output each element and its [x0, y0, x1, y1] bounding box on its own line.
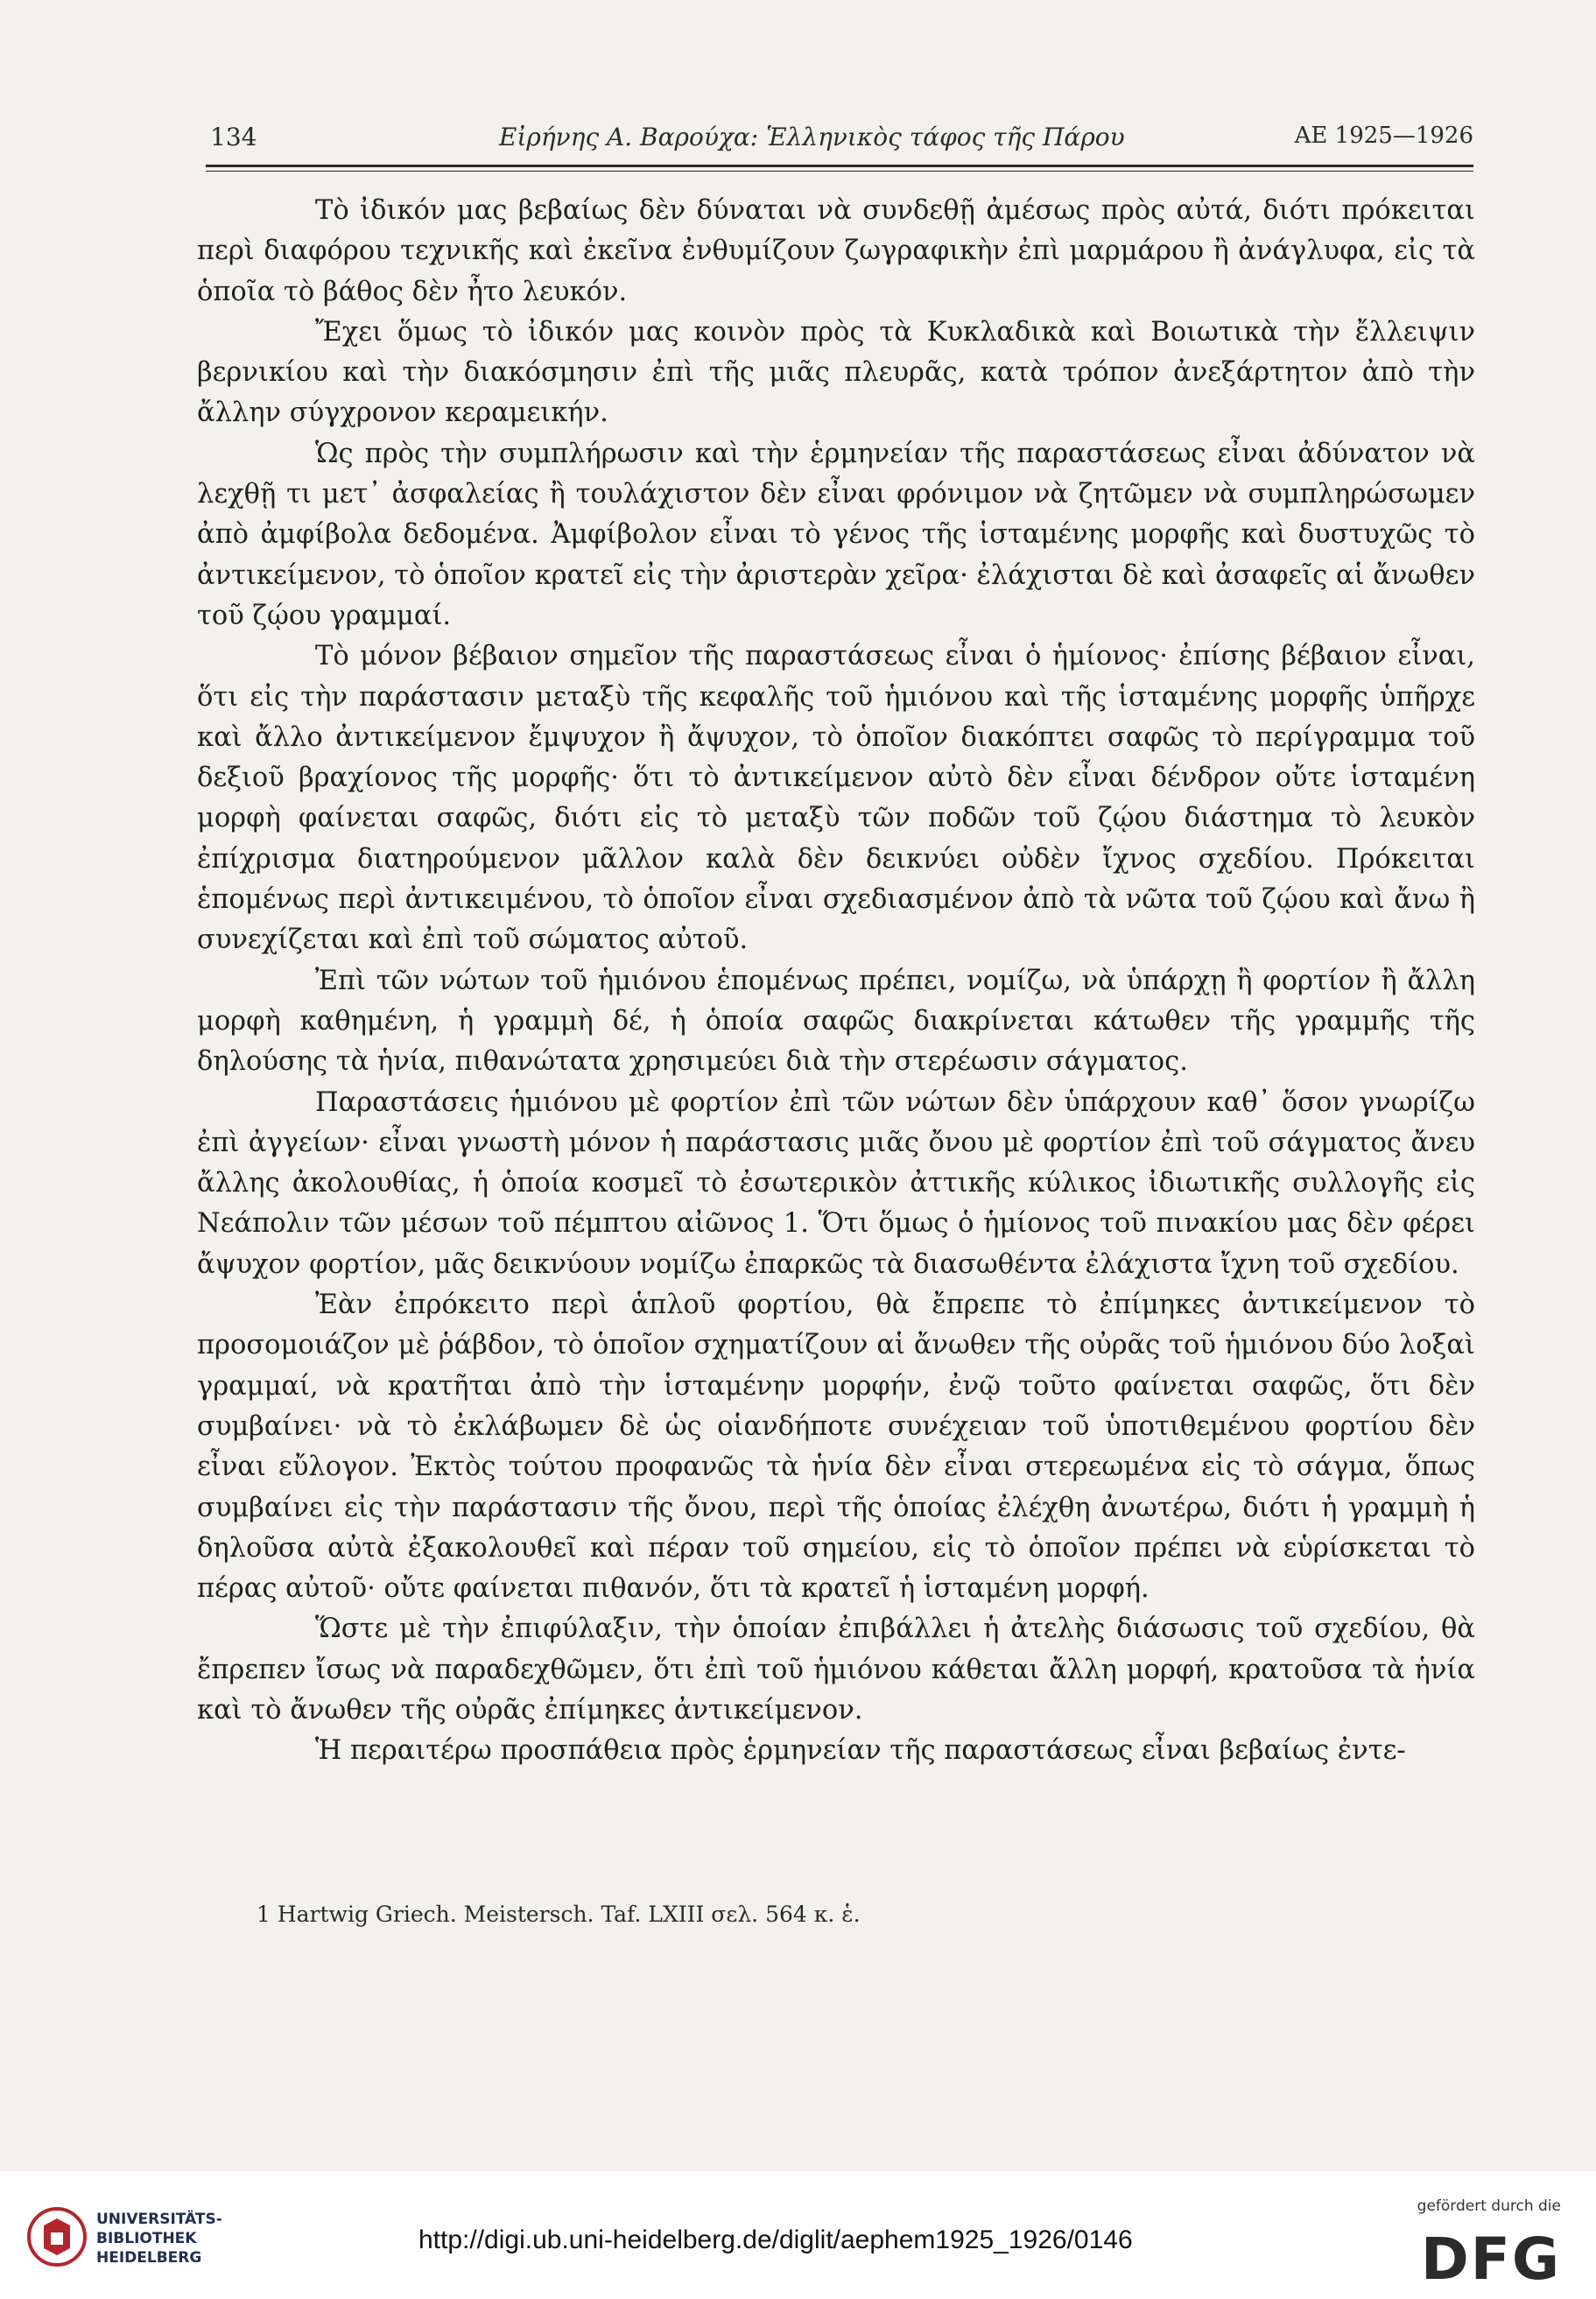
volume-label: ΑΕ 1925—1926 — [1294, 123, 1473, 149]
page-header — [201, 123, 1473, 158]
library-name: UNIVERSITÄTS- BIBLIOTHEK HEIDELBERG — [96, 2211, 222, 2267]
page-number: 134 — [210, 123, 257, 151]
paragraph: Ἐπὶ τῶν νώτων τοῦ ἡμιόνου ἑπομένως πρέπει, νομίζω, νὰ ὑπάρχῃ ἢ φορτίον ἢ ἄλλη μορφὴ καθημένη, ἡ γραμμὴ δέ, ἡ ὁποία σαφῶς διακρίνεται κάτωθεν τῆς γραμμῆς τῆς δηλούσης τὰ ἡνία, πιθανώτατα χρησιμεύει διὰ τὴν στερέωσιν σάγματος. — [197, 965, 1475, 1078]
header-rule-thin — [206, 171, 1473, 172]
body-text — [197, 191, 1475, 1772]
running-title: Εἰρήνης Α. Βαρούχα: Ἑλληνικὸς τάφος τῆς Πάρου — [499, 123, 1125, 151]
paragraph: Ἐὰν ἐπρόκειτο περὶ ἁπλοῦ φορτίου, θὰ ἔπρεπε τὸ ἐπίμηκες ἀντικείμενον τὸ προσομοιάζον μὲ ῥάβδον, τὸ ὁποῖον σχηματίζουν αἱ ἄνωθεν τῆς οὐρᾶς τοῦ ἡμιόνου δύο λοξαὶ γραμμαί, νὰ κρατῆται ἀπὸ τὴν ἱσταμένην μορφήν, ἐνῷ τοῦτο φαίνεται σαφῶς, ὅτι δὲν συμβαίνει· νὰ τὸ ἐκλάβωμεν δὲ ὡς οἱανδήποτε συνέχειαν τοῦ ὑποτιθεμένου φορτίου δὲν εἶναι εὔλογον. Ἐκτὸς τούτου προφανῶς τὰ ἡνία δὲν εἶναι στερεωμένα εἰς τὸ σάγμα, ὅπως συμβαίνει εἰς τὴν παράστασιν τῆς ὄνου, περὶ τῆς ὁποίας ἐλέχθη ἀνωτέρω, διότι ἡ γραμμὴ ἡ δηλοῦσα αὐτὰ ἐξακολουθεῖ καὶ πέραν τοῦ σημείου, εἰς τὸ ὁποῖον πρέπει νὰ εὑρίσκεται τὸ πέρας αὐτοῦ· οὔτε φαίνεται πιθανόν, ὅτι τὰ κρατεῖ ἡ ἱσταμένη μορφή. — [197, 1290, 1475, 1605]
paragraph: Ὥστε μὲ τὴν ἐπιφύλαξιν, τὴν ὁποίαν ἐπιβάλλει ἡ ἀτελὴς διάσωσις τοῦ σχεδίου, θὰ ἔπρεπεν ἴσως νὰ παραδεχθῶμεν, ὅτι ἐπὶ τοῦ ἡμιόνου κάθεται ἄλλη μορφή, κρατοῦσα τὰ ἡνία καὶ τὸ ἄνωθεν τῆς οὐρᾶς ἐπίμηκες ἀντικείμενον. — [197, 1614, 1475, 1726]
funded-by-label: gefördert durch die — [1417, 2197, 1561, 2215]
paragraph: Ὡς πρὸς τὴν συμπλήρωσιν καὶ τὴν ἑρμηνείαν τῆς παραστάσεως εἶναι ἀδύνατον νὰ λεχθῇ τι μετ᾽ ἀσφαλείας ἢ τουλάχιστον δὲν εἶναι φρόνιμον νὰ ζητῶμεν νὰ συμπληρώσωμεν ἀπὸ ἀμφίβολα δεδομένα. Ἀμφίβολον εἶναι τὸ γένος τῆς ἱσταμένης μορφῆς καὶ δυστυχῶς τὸ ἀντικείμενον, τὸ ὁποῖον κρατεῖ εἰς τὴν ἀριστερὰν χεῖρα· ἐλάχισται δὲ καὶ ἀσαφεῖς αἱ ἄνωθεν τοῦ ζῴου γραμμαί. — [197, 438, 1475, 631]
footnote: 1 Hartwig Griech. Meistersch. Taf. LXIII σελ. 564 κ. ἑ. — [257, 1902, 861, 1927]
header-rule-thick — [206, 165, 1473, 167]
paragraph: Ἡ περαιτέρω προσπάθεια πρὸς ἑρμηνείαν τῆς παραστάσεως εἶναι βεβαίως ἐντε- — [315, 1735, 1406, 1767]
viewer-footer — [0, 2171, 1596, 2299]
paragraph: Παραστάσεις ἡμιόνου μὲ φορτίον ἐπὶ τῶν νώτων δὲν ὑπάρχουν καθ᾽ ὅσον γνωρίζω ἐπὶ ἀγγείων· εἶναι γνωστὴ μόνον ἡ παράστασις μιᾶς ὄνου μὲ φορτίον ἐπὶ τοῦ σάγματος ἄνευ ἄλλης ἀκολουθίας, ἡ ὁποία κοσμεῖ τὸ ἐσωτερικὸν ἀττικῆς κύλικος ἰδιωτικῆς συλλογῆς εἰς Νεάπολιν τῶν μέσων τοῦ πέμπτου αἰῶνος 1. Ὅτι ὅμως ὁ ἡμίονος τοῦ πινακίου μας δὲν φέρει ἄψυχον φορτίον, μᾶς δεικνύουν νομίζω ἐπαρκῶς τὰ διασωθέντα ἐλάχιστα ἴχνη τοῦ σχεδίου. — [197, 1086, 1475, 1280]
paragraph: Τὸ ἰδικόν μας βεβαίως δὲν δύναται νὰ συνδεθῇ ἀμέσως πρὸς αὐτά, διότι πρόκειται περὶ διαφόρου τεχνικῆς καὶ ἐκεῖνα ἐνθυμίζουν ζωγραφικὴν ἐπὶ μαρμάρου ἢ ἀνάγλυφα, εἰς τὰ ὁποῖα τὸ βάθος δὲν ἦτο λευκόν. — [197, 195, 1475, 307]
permalink-url[interactable]: http://digi.ub.uni-heidelberg.de/diglit/aephem1925_1926/0146 — [418, 2225, 1133, 2254]
paragraph: Τὸ μόνον βέβαιον σημεῖον τῆς παραστάσεως εἶναι ὁ ἡμίονος· ἐπίσης βέβαιον εἶναι, ὅτι εἰς τὴν παράστασιν μεταξὺ τῆς κεφαλῆς τοῦ ἡμιόνου καὶ τῆς ἱσταμένης μορφῆς ὑπῆρχε καὶ ἄλλο ἀντικείμενον ἔμψυχον ἢ ἄψυχον, τὸ ὁποῖον διακόπτει σαφῶς τὸ περίγραμμα τοῦ δεξιοῦ βραχίονος τῆς μορφῆς· ὅτι τὸ ἀντικείμενον αὐτὸ δὲν εἶναι δένδρον οὔτε ἱσταμένη μορφὴ φαίνεται σαφῶς, διότι εἰς τὸ μεταξὺ τῶν ποδῶν τοῦ ζῴου διάστημα τὸ λευκὸν ἐπίχρισμα διατηρούμενον μᾶλλον καλὰ δὲν δεικνύει οὐδὲν ἴχνος σχεδίου. Πρόκειται ἑπομένως περὶ ἀντικειμένου, τὸ ὁποῖον εἶναι σχεδιασμένον ἀπὸ τὰ νῶτα τοῦ ζῴου καὶ ἄνω ἢ συνεχίζεται καὶ ἐπὶ τοῦ σώματος αὐτοῦ. — [197, 641, 1475, 956]
university-seal-icon — [26, 2206, 88, 2267]
dfg-logo: DFG — [1420, 2225, 1561, 2293]
paragraph: Ἔχει ὅμως τὸ ἰδικόν μας κοινὸν πρὸς τὰ Κυκλαδικὰ καὶ Βοιωτικὰ τὴν ἔλλειψιν βερνικίου καὶ τὴν διακόσμησιν ἐπὶ τῆς μιᾶς πλευρᾶς, κατὰ τρόπον ἀνεξάρτητον ἀπὸ τὴν ἄλλην σύγχρονον κεραμεικήν. — [197, 316, 1475, 429]
